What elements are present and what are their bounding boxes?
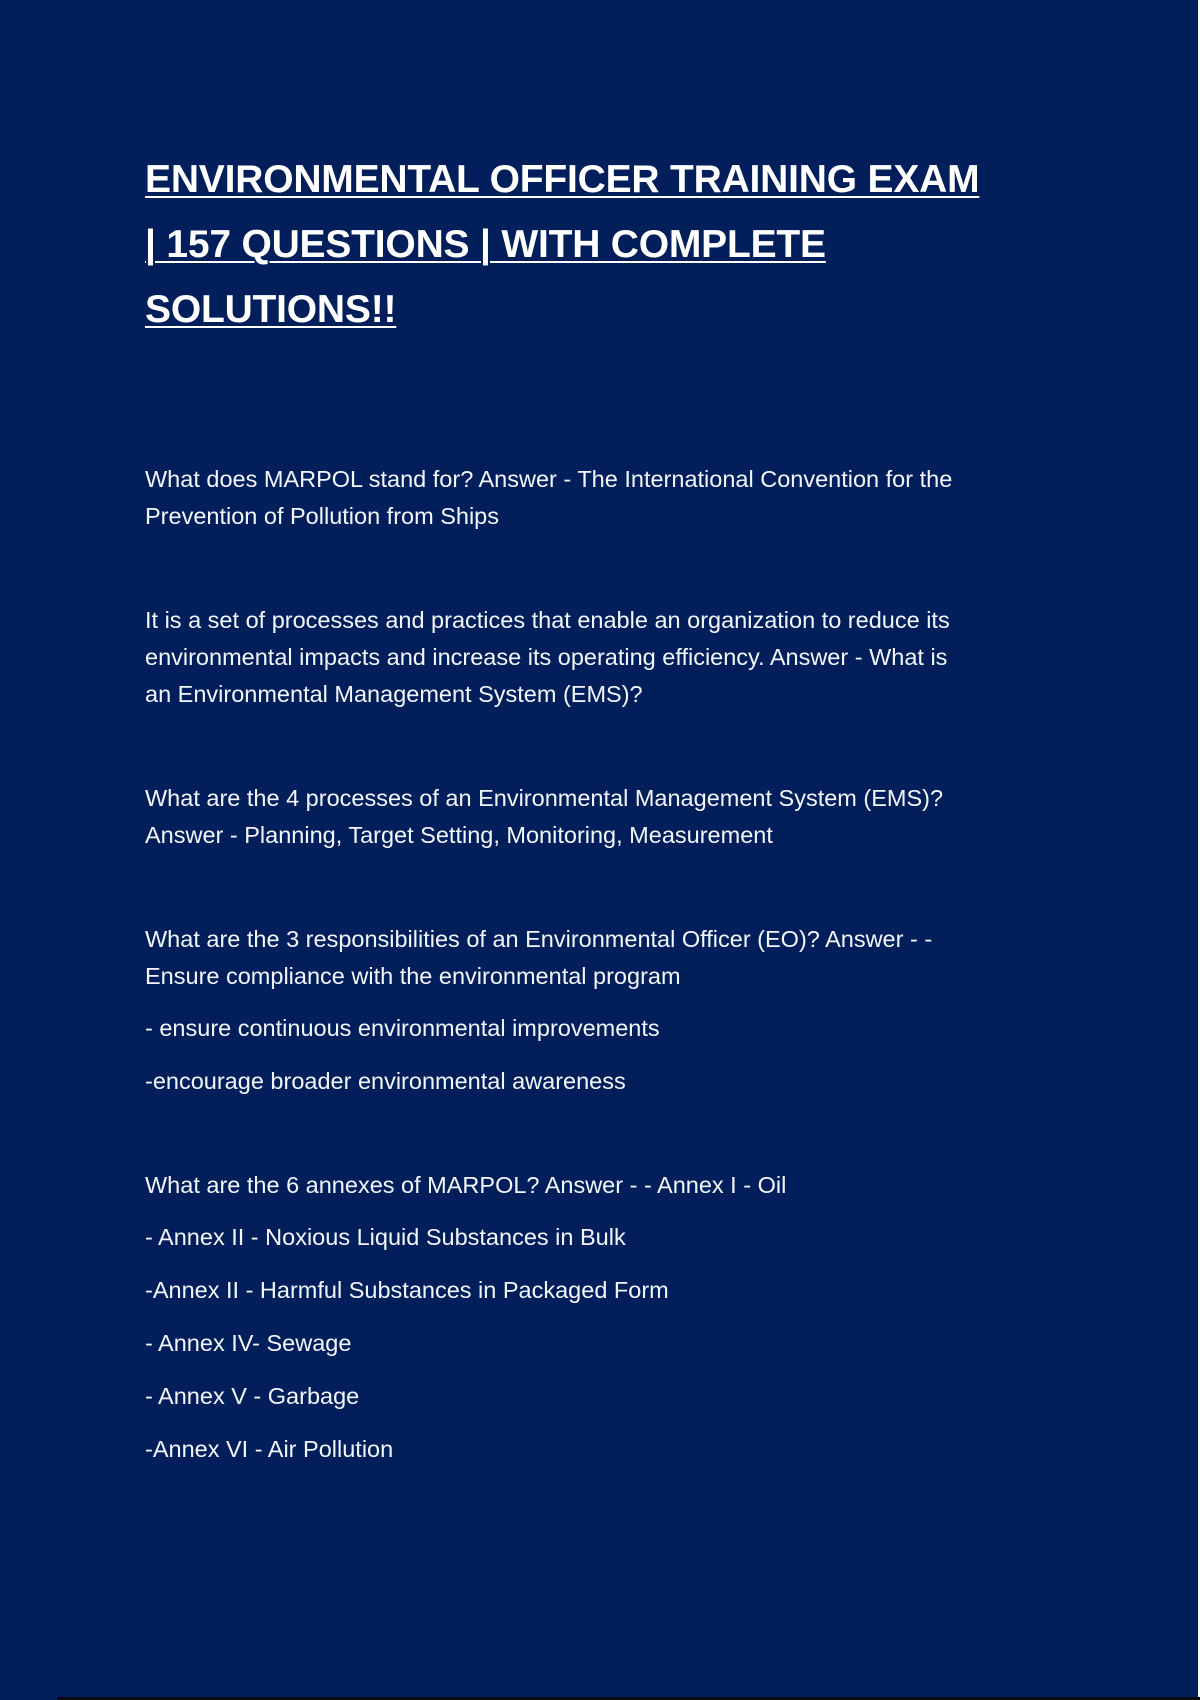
title-line-1: ENVIRONMENTAL OFFICER TRAINING EXAM [145, 158, 980, 201]
qa-line: an Environmental Management System (EMS)? [145, 681, 643, 707]
document-content [145, 147, 1050, 1535]
qa-line: It is a set of processes and practices that enable an organization to reduce its [145, 607, 950, 633]
title-line-3: SOLUTIONS!! [145, 288, 397, 331]
answer-bullet: -encourage broader environmental awareness [145, 1068, 626, 1094]
qa-line: What does MARPOL stand for? Answer - The International Convention for the [145, 466, 953, 492]
qa-item-marpol-definition [145, 461, 1050, 535]
qa-text [145, 1167, 1050, 1204]
document-title [145, 147, 1050, 342]
qa-line: What are the 6 annexes of MARPOL? Answer - - Annex I - Oil [145, 1172, 787, 1198]
annex-bullet: -Annex II - Harmful Substances in Packaged Form [145, 1277, 669, 1303]
title-line-2: | 157 QUESTIONS | WITH COMPLETE [145, 223, 826, 266]
qa-line: Ensure compliance with the environmental program [145, 963, 681, 989]
qa-text [145, 780, 1050, 854]
qa-text [145, 461, 1050, 535]
annex-bullet: - Annex II - Noxious Liquid Substances in Bulk [145, 1224, 626, 1250]
annex-bullet: - Annex IV- Sewage [145, 1330, 352, 1356]
qa-line: What are the 4 processes of an Environmental Management System (EMS)? [145, 785, 944, 811]
qa-item-ems-processes [145, 780, 1050, 854]
qa-text [145, 921, 1050, 995]
qa-line: What are the 3 responsibilities of an Environmental Officer (EO)? Answer - - [145, 926, 933, 952]
answer-bullet: - ensure continuous environmental improvements [145, 1015, 660, 1041]
qa-line: Prevention of Pollution from Ships [145, 503, 499, 529]
annex-bullet: - Annex V - Garbage [145, 1383, 360, 1409]
qa-line: Answer - Planning, Target Setting, Monitoring, Measurement [145, 822, 773, 848]
qa-text [145, 602, 1050, 713]
qa-item-eo-responsibilities [145, 921, 1050, 1100]
qa-line: environmental impacts and increase its operating efficiency. Answer - What is [145, 644, 948, 670]
annex-bullet: -Annex VI - Air Pollution [145, 1436, 394, 1462]
qa-item-marpol-annexes [145, 1167, 1050, 1468]
qa-item-ems-definition [145, 602, 1050, 713]
question-answer-list [145, 461, 1050, 1468]
